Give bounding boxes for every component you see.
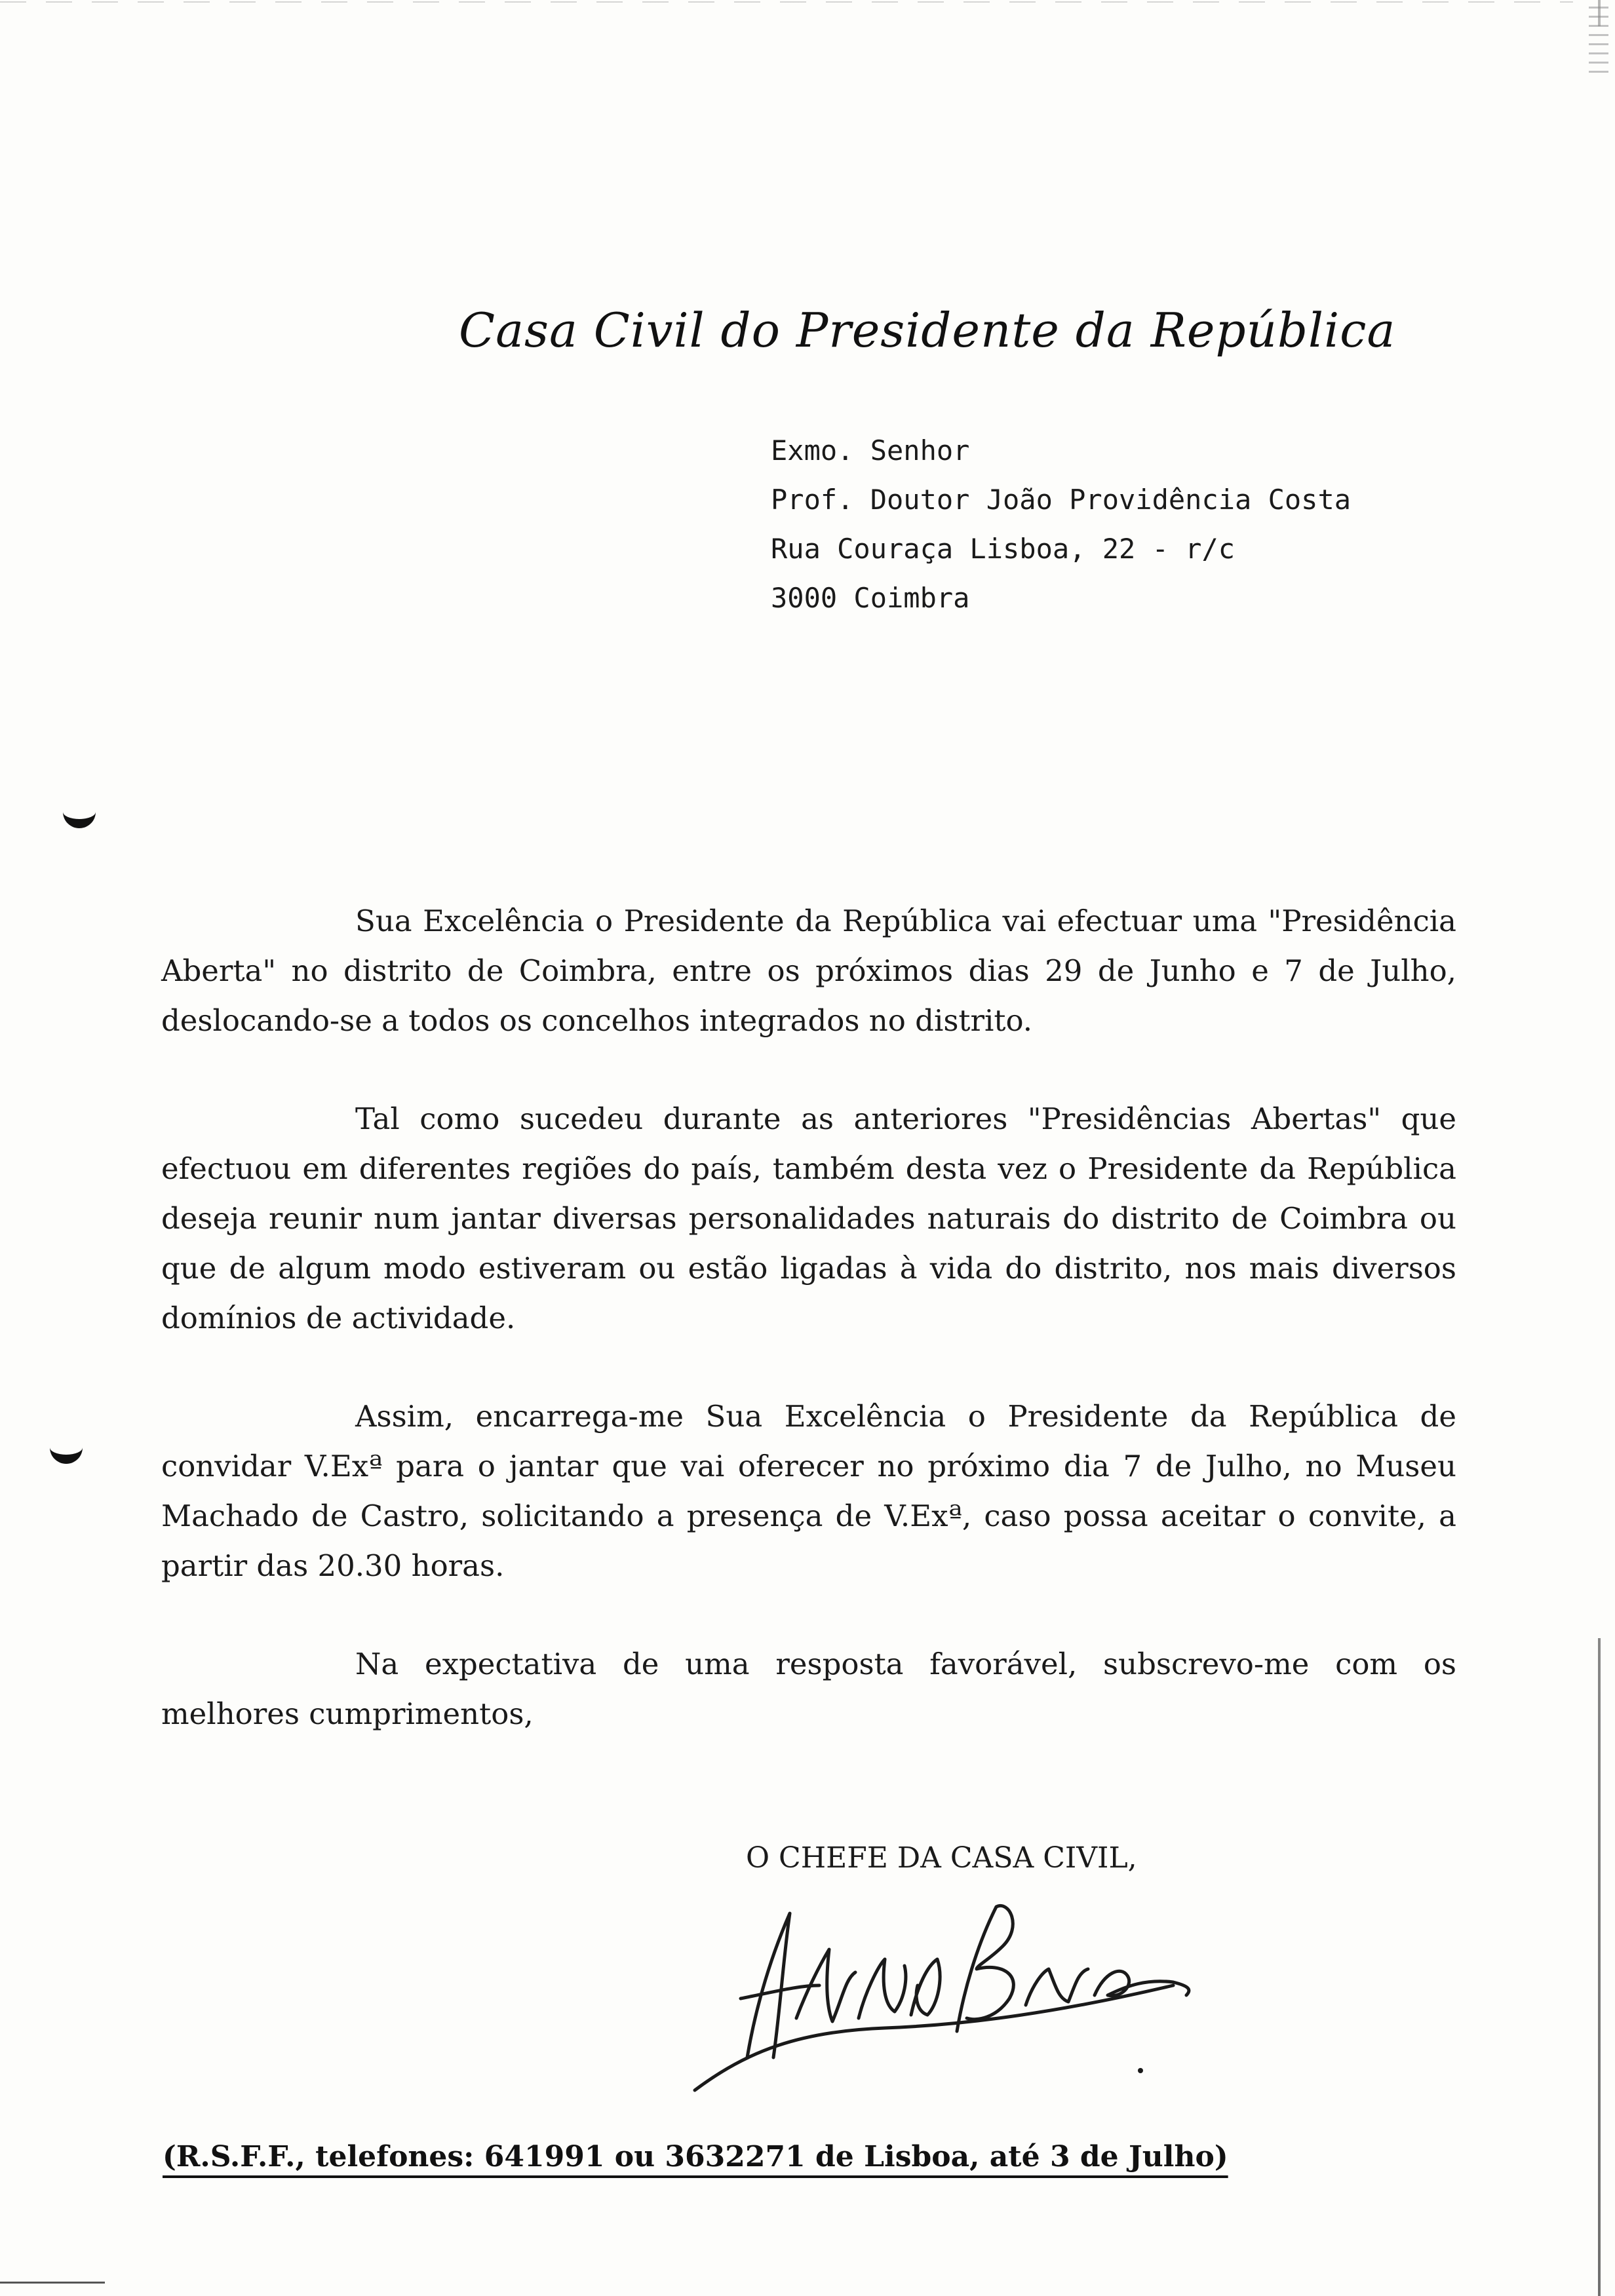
punch-hole-mark-upper <box>63 786 96 828</box>
signer-title: O CHEFE DA CASA CIVIL, <box>746 1841 1137 1875</box>
scan-edge-right <box>1598 0 1601 2296</box>
recipient-street: Rua Couraça Lisboa, 22 - r/c <box>771 533 1236 565</box>
handwritten-signature <box>669 1887 1206 2103</box>
recipient-city: 3000 Coimbra <box>771 582 970 614</box>
letterhead: Casa Civil do Presidente da República <box>459 303 1396 358</box>
recipient-address <box>771 426 1351 622</box>
scan-edge-bottom <box>0 2282 105 2284</box>
recipient-name: Prof. Doutor João Providência Costa <box>771 484 1352 516</box>
body-paragraph-4: Na expectativa de uma resposta favorável, subscrevo-me com os melhores cumprimentos, <box>161 1647 1456 1731</box>
body-paragraph-2: Tal como sucedeu durante as anteriores "Presidências Abertas" que efectuou em diferentes regiões do país, também desta vez o Presidente da República deseja reunir num jantar diversas personalidades naturais do distrito de Coimbra ou que de algum modo estiveram ou estão ligadas à vida do distrito, nos mais diversos domínios de actividade. <box>161 1101 1456 1335</box>
letter-body <box>161 896 1456 1788</box>
recipient-salutation: Exmo. Senhor <box>771 434 970 467</box>
punch-hole-mark-lower <box>50 1422 83 1464</box>
body-paragraph-1: Sua Excelência o Presidente da República vai efectuar uma "Presidência Aberta" no distrito de Coimbra, entre os próximos dias 29 de Junho e 7 de Julho, deslocando-se a todos os concelhos integrados no distrito. <box>161 904 1456 1038</box>
body-paragraph-3: Assim, encarrega-me Sua Excelência o Presidente da República de convidar V.Exª para o jantar que vai oferecer no próximo dia 7 de Julho, no Museu Machado de Castro, solicitando a presença de V.Exª, caso possa aceitar o convite, a partir das 20.30 horas. <box>161 1399 1456 1583</box>
scan-edge-top <box>0 1 1573 3</box>
contact-note: (R.S.F.F., telefones: 641991 ou 3632271 de Lisboa, até 3 de Julho) <box>163 2140 1228 2173</box>
scan-noise-right <box>1589 7 1608 79</box>
